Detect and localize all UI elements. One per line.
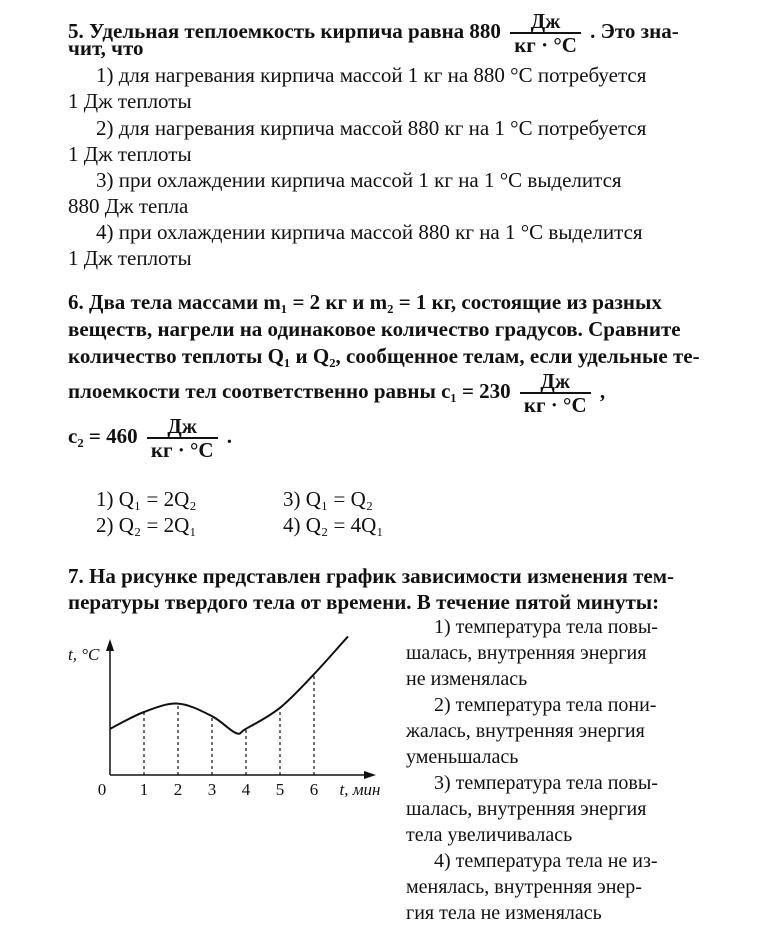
x-tick-label-3: 3 [207,780,217,799]
q6-option-1[interactable]: 1) Q₁ = 2Q₂ [96,487,197,511]
q6-line4-text: плоемкости тел соответственно равны c₁ = 230 [68,378,511,403]
q6-option-2[interactable]: 2) Q₂ = 2Q₁ [96,513,197,537]
q5-option-2[interactable] [68,115,700,167]
q5-title-post: . Это зна- [590,18,679,43]
x-tick-label-6: 6 [309,780,319,799]
x-tick-label-1: 1 [139,780,149,799]
y-axis-arrow [106,639,114,651]
x-tick-label-4: 4 [241,780,251,799]
q6-c2 [68,415,232,461]
q7-option-3-line3: тела увеличивалась [406,824,573,846]
q5-option-3-line2: 880 Дж тепла [68,194,189,218]
q7-line2: пературы твердого тела от времени. В течение пятой минуты: [68,590,660,614]
q5-unit-num: Дж [510,10,581,34]
q7-option-4[interactable] [406,848,706,926]
q6-line1: 6. Два тела массами m₁ = 2 кг и m₂ = 1 кг, состоящие из разных [68,290,662,314]
x-axis-label: t, мин [339,780,381,799]
q5-option-3-line1: 3) при охлаждении кирпича массой 1 кг на 1 °С выделится [96,168,622,192]
q7-option-2-line1: 2) температура тела пони- [434,694,657,716]
x-tick-label-2: 2 [173,780,183,799]
q5-option-4-line2: 1 Дж теплоты [68,246,192,270]
q7-line1: 7. На рисунке представлен график зависимости изменения тем- [68,564,675,588]
q7-option-2-line3: уменьшалась [406,746,519,768]
q5-option-1-line1: 1) для нагревания кирпича массой 1 кг на 880 °С потребуется [96,63,647,87]
q7-option-1-line3: не изменялась [406,668,528,690]
q6-line2: веществ, нагрели на одинаковое количество градусов. Сравните [68,317,681,341]
q6-unit-den-2: кг · °С [150,438,214,462]
q6-c2-end: . [226,423,233,448]
x-tick-label-0: 0 [97,780,107,799]
q6-unit-num-1: Дж [520,370,591,394]
x-tick-label-5: 5 [275,780,285,799]
q6-line4 [68,370,700,416]
q6-unit-num-2: Дж [147,415,218,439]
q7-option-4-line3: гия тела не изменялась [406,902,602,924]
q5-title-pre: 5. Удельная теплоемкость кирпича равна 880 [68,18,501,43]
q6-line4-end: , [599,378,606,403]
y-axis-label: t, °С [68,645,100,664]
q7-option-2-line2: жалась, внутренняя энергия [406,720,645,742]
q6-unit-fraction-2 [147,415,218,461]
q6-unit-fraction-1 [520,370,591,416]
x-axis-arrow [364,771,376,779]
q5-option-4-line1: 4) при охлаждении кирпича массой 880 кг на 1 °С выделится [96,220,643,244]
q7-option-3-line1: 3) температура тела повы- [434,772,658,794]
q5-option-1[interactable] [68,62,700,114]
q6-option-3[interactable]: 3) Q₁ = Q₂ [283,487,374,511]
q7-option-4-line2: менялась, внутренняя энер- [406,876,642,898]
q6-line3: количество теплоты Q₁ и Q₂, сообщенное телам, если удельные те- [68,344,700,368]
temperature-time-chart [60,630,390,810]
q5-unit-den: кг · °С [514,33,577,57]
q7-option-2[interactable] [406,692,706,770]
temperature-curve [110,636,348,733]
q7-option-1[interactable] [406,614,706,692]
q7-option-1-line2: шалась, внутренняя энергия [406,642,647,664]
q7-option-3[interactable] [406,770,706,848]
q6-c2-text: c₂ = 460 [68,423,138,448]
q6-option-4[interactable]: 4) Q₂ = 4Q₁ [283,513,384,537]
q6-unit-den-1: кг · °С [523,393,587,417]
q5-option-3[interactable] [68,167,700,219]
q5-title-line2: чит, что [68,36,144,60]
q5-option-1-line2: 1 Дж теплоты [68,89,192,113]
q7-option-3-line2: шалась, внутренняя энергия [406,798,647,820]
q5-option-2-line1: 2) для нагревания кирпича массой 880 кг на 1 °С потребуется [96,116,647,140]
q7-option-4-line1: 4) температура тела не из- [434,850,658,872]
q5-option-4[interactable] [68,219,700,271]
q5-option-2-line2: 1 Дж теплоты [68,142,192,166]
q7-option-1-line1: 1) температура тела повы- [434,616,658,638]
